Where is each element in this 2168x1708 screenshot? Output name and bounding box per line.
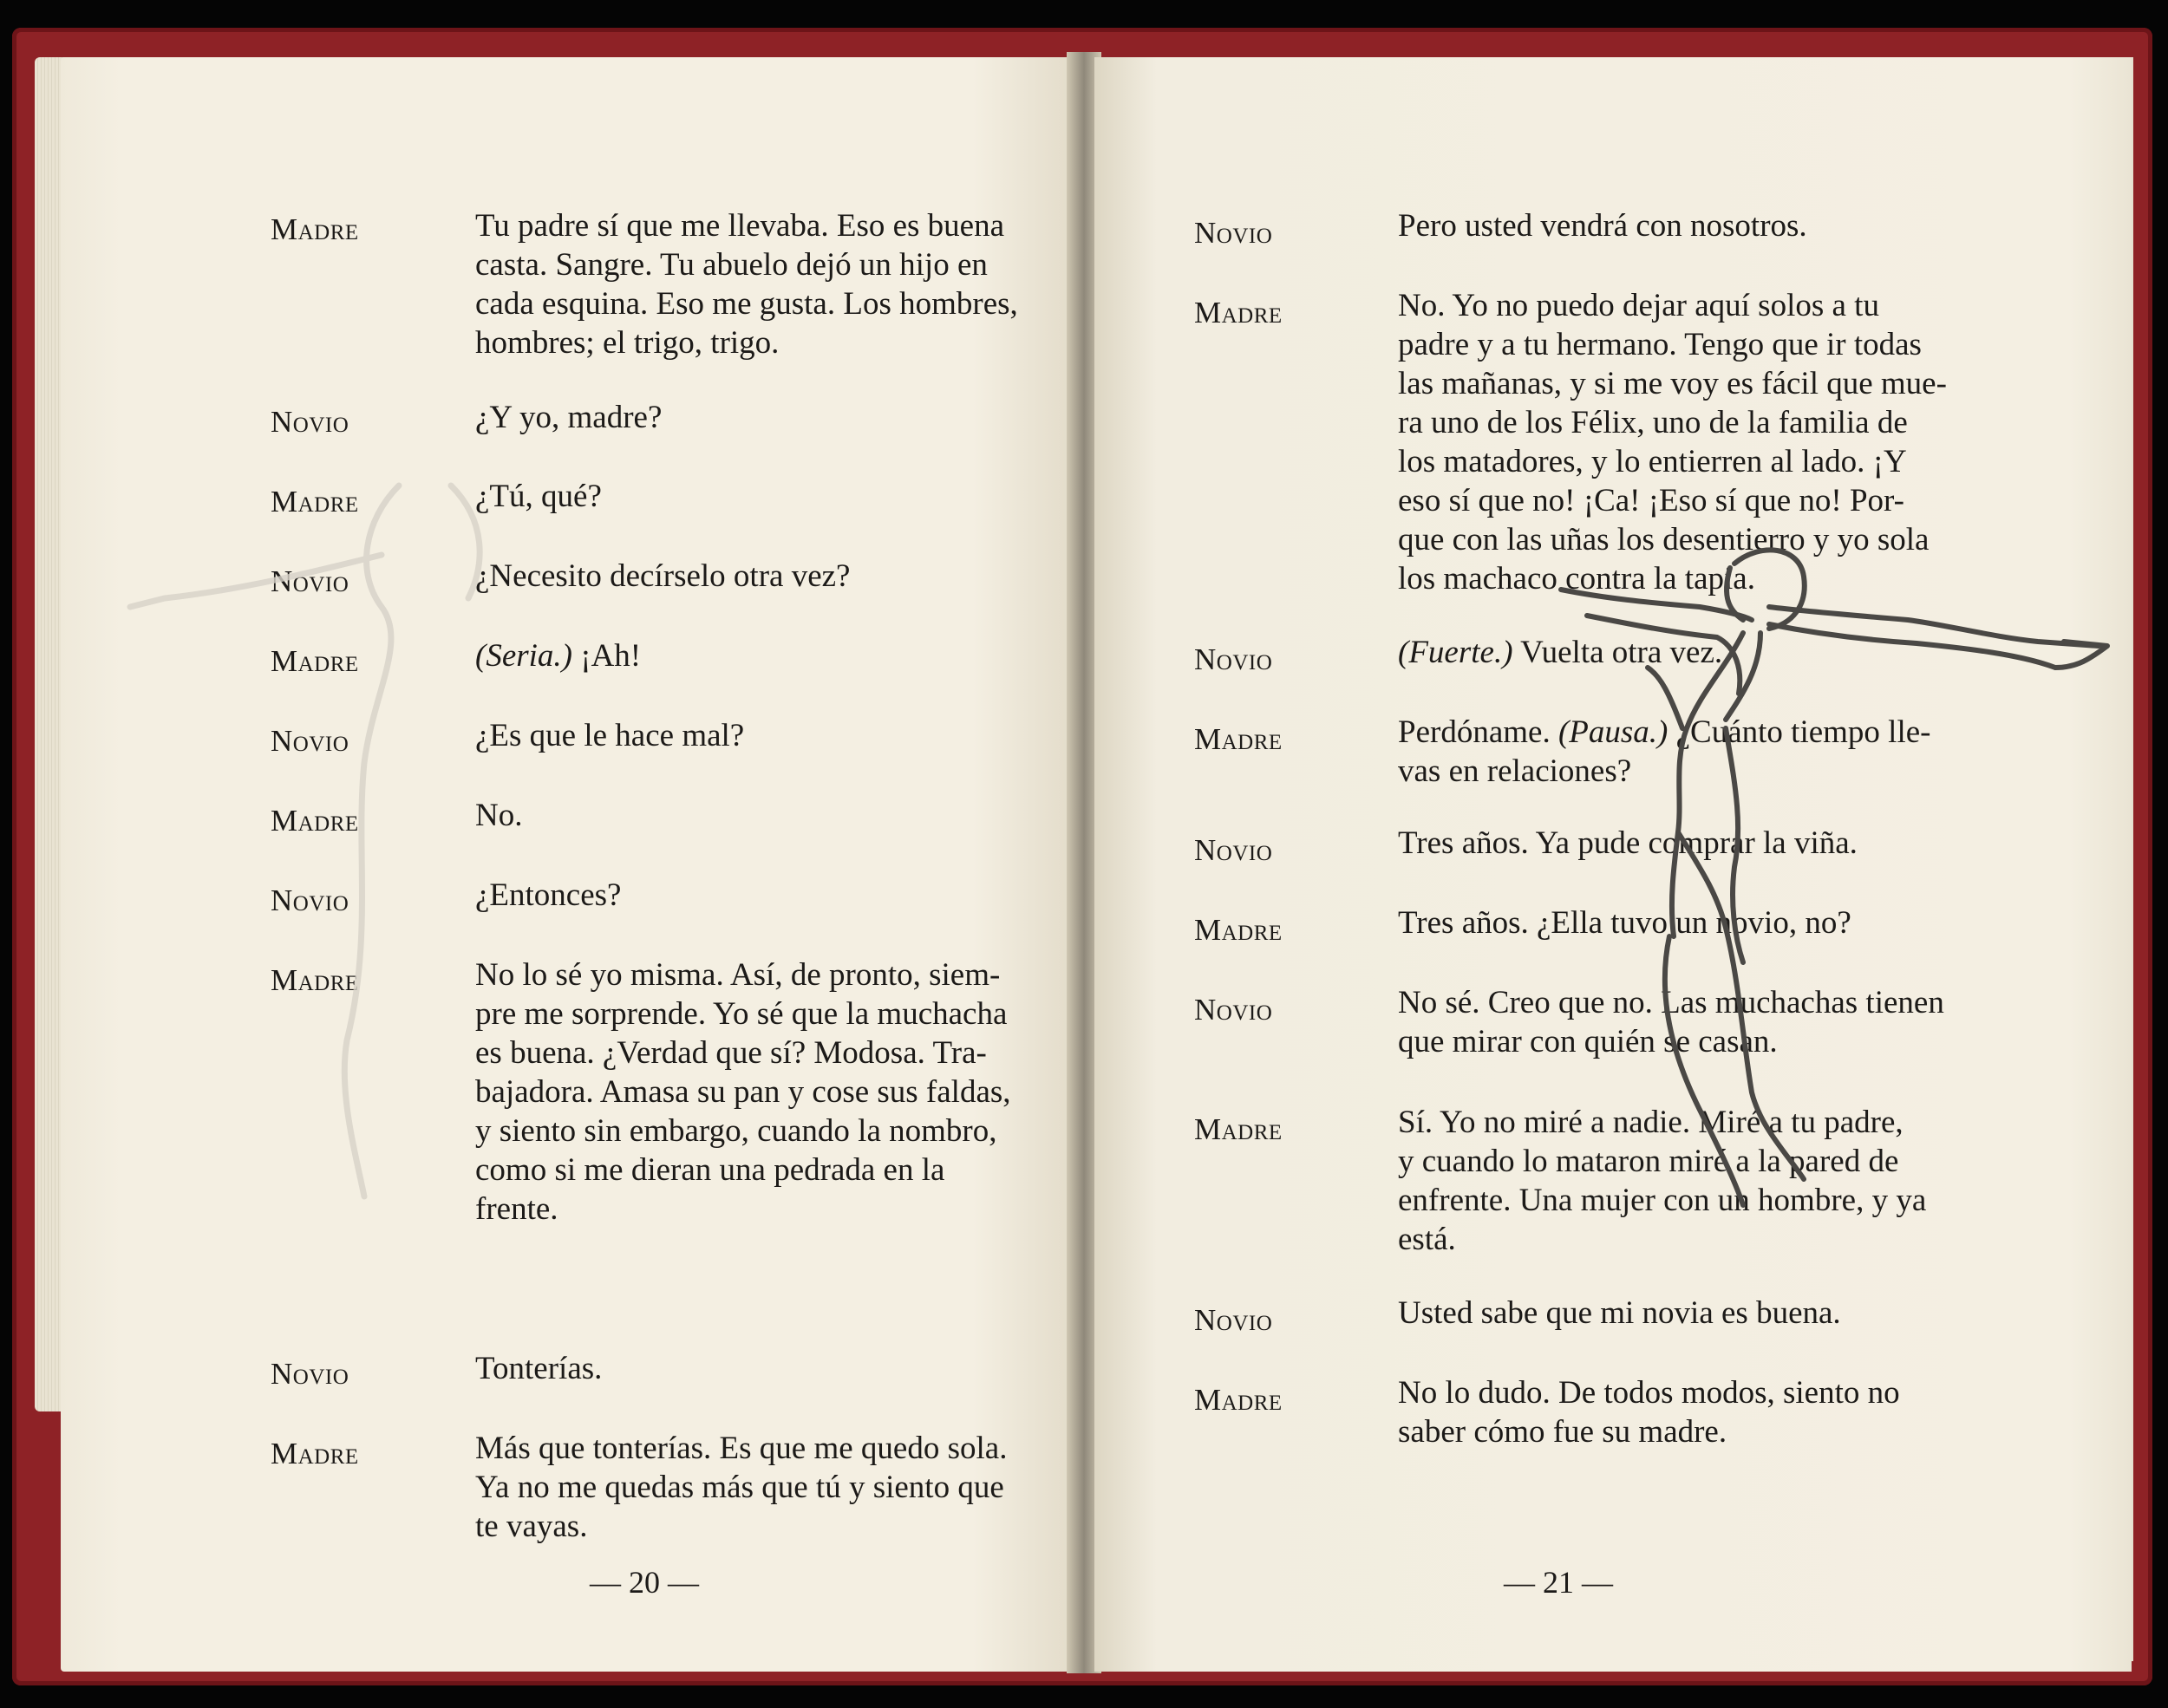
dialogue-line: los machaco contra la tapia. [1398, 561, 1755, 596]
left-page [61, 57, 1074, 1672]
speaker-label: Madre [271, 804, 359, 838]
dialogue-line: Usted sabe que mi novia es buena. [1398, 1295, 1841, 1331]
dialogue-line: Tres años. ¿Ella tuvo un novio, no? [1398, 905, 1851, 941]
speaker-label: Madre [271, 1437, 359, 1470]
dialogue-text: ¿Cuánto tiempo lle- [1668, 714, 1931, 750]
speaker-label: Madre [1194, 1112, 1283, 1146]
speaker-label: Madre [1194, 1383, 1283, 1417]
bleed-through-text [780, 140, 793, 216]
dialogue-line: Tu padre sí que me llevaba. Eso es buena [475, 208, 1005, 244]
dialogue-line: casta. Sangre. Tu abuelo dejó un hijo en [475, 247, 988, 283]
dialogue-line: Ya no me quedas más que tú y siento que [475, 1470, 1004, 1505]
dialogue-line: ¿Tú, qué? [475, 479, 602, 514]
speaker-label: Novio [1194, 642, 1273, 676]
dialogue-line: ra uno de los Félix, uno de la familia de [1398, 405, 1908, 440]
dialogue-line: ¿Entonces? [475, 877, 622, 913]
speaker-label: Madre [1194, 722, 1283, 756]
dialogue-line: Tonterías. [475, 1351, 603, 1386]
speaker-label: Novio [271, 724, 349, 758]
dialogue-line: pre me sorprende. Yo sé que la muchacha [475, 996, 1008, 1032]
speaker-label: Madre [1194, 296, 1283, 329]
dialogue-line: que mirar con quién se casan. [1398, 1024, 1778, 1059]
dialogue-line: No lo sé yo misma. Así, de pronto, siem- [475, 957, 1001, 993]
dialogue-line: Tres años. Ya pude comprar la viña. [1398, 825, 1858, 861]
speaker-label: Madre [271, 212, 359, 246]
dialogue-line: No. [475, 798, 523, 833]
dialogue-line: No lo dudo. De todos modos, siento no [1398, 1375, 1900, 1411]
page-number: — 21 — [1504, 1565, 1613, 1600]
dialogue-line [1398, 713, 1930, 752]
dialogue-line: y cuando lo mataron miré a la pared de [1398, 1144, 1899, 1179]
dialogue-line: ¿Es que le hace mal? [475, 718, 745, 753]
dialogue-text: Vuelta otra vez. [1512, 635, 1723, 670]
dialogue-line: te vayas. [475, 1509, 588, 1544]
dialogue-line [1398, 633, 1722, 672]
dialogue-line: y siento sin embargo, cuando la nombro, [475, 1113, 997, 1149]
dialogue-line: las mañanas, y si me voy es fácil que mue- [1398, 366, 1947, 401]
dialogue-line: vas en relaciones? [1398, 753, 1632, 789]
speaker-label: Novio [271, 1357, 349, 1391]
dialogue-line: No sé. Creo que no. Las muchachas tienen [1398, 985, 1944, 1020]
dialogue-line [475, 636, 641, 675]
dialogue-line: eso sí que no! ¡Ca! ¡Eso sí que no! Por- [1398, 483, 1904, 518]
stage-direction: (Pausa.) [1557, 714, 1668, 750]
dialogue-line: No. Yo no puedo dejar aquí solos a tu [1398, 288, 1879, 323]
speaker-label: Novio [1194, 216, 1273, 250]
stage-direction: (Seria.) [475, 638, 572, 674]
dialogue-line: que con las uñas los desentierro y yo sola [1398, 522, 1930, 557]
dialogue-line: es buena. ¿Verdad que sí? Modosa. Tra- [475, 1035, 987, 1071]
dialogue-line: hombres; el trigo, trigo. [475, 325, 780, 361]
speaker-label: Novio [1194, 993, 1273, 1027]
dialogue-line: Sí. Yo no miré a nadie. Miré a tu padre, [1398, 1105, 1904, 1140]
speaker-label: Novio [271, 405, 349, 439]
stage-direction: (Fuerte.) [1398, 635, 1513, 670]
dialogue-line: los matadores, y lo entierren al lado. ¡Y [1398, 444, 1907, 479]
speaker-label: Madre [1194, 913, 1283, 947]
dialogue-line: cada esquina. Eso me gusta. Los hombres, [475, 286, 1018, 322]
speaker-label: Madre [271, 963, 359, 997]
speaker-label: Madre [271, 644, 359, 678]
dialogue-text: Perdóname. [1398, 714, 1558, 750]
speaker-label: Novio [1194, 1303, 1273, 1337]
dialogue-line: frente. [475, 1191, 558, 1227]
page-number: — 20 — [590, 1565, 699, 1600]
speaker-label: Madre [271, 485, 359, 518]
dialogue-line: Más que tonterías. Es que me quedo sola. [475, 1431, 1008, 1466]
dialogue-line: enfrente. Una mujer con un hombre, y ya [1398, 1183, 1927, 1218]
dialogue-line: bajadora. Amasa su pan y cose sus faldas, [475, 1074, 1011, 1110]
right-page [1094, 57, 2132, 1672]
speaker-label: Novio [271, 564, 349, 598]
speaker-label: Novio [1194, 833, 1273, 867]
dialogue-text: ¡Ah! [572, 638, 642, 674]
dialogue-line: está. [1398, 1222, 1456, 1257]
dialogue-line: ¿Necesito decírselo otra vez? [475, 558, 851, 594]
dialogue-line: padre y a tu hermano. Tengo que ir todas [1398, 327, 1922, 362]
dialogue-line: ¿Y yo, madre? [475, 400, 663, 435]
dialogue-line: Pero usted vendrá con nosotros. [1398, 208, 1807, 244]
speaker-label: Novio [271, 883, 349, 917]
dialogue-line: saber cómo fue su madre. [1398, 1414, 1727, 1450]
dialogue-line: como si me dieran una pedrada en la [475, 1152, 945, 1188]
